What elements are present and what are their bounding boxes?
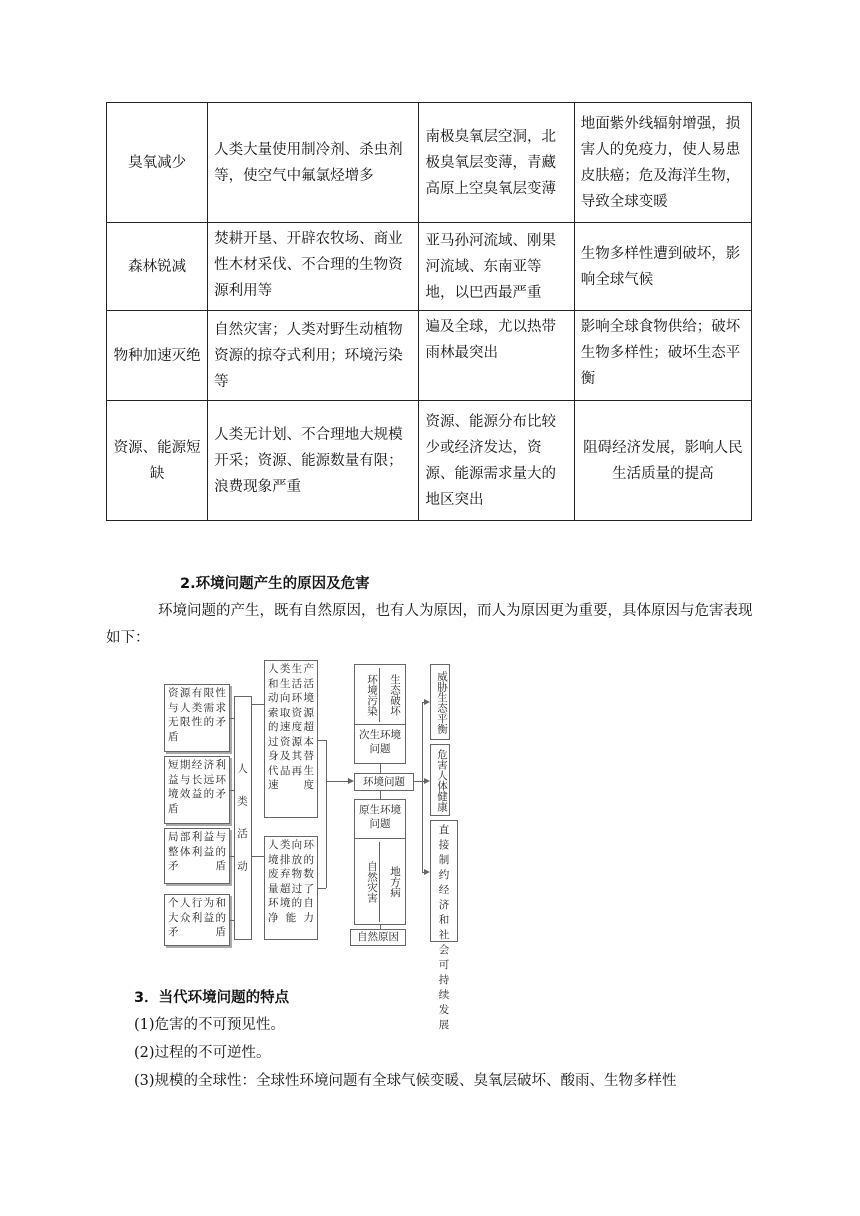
section-2-title: 2.环境问题产生的原因及危害 — [180, 576, 370, 592]
activity-emission-box: 人类向环境排放的废弃物数量超过了环境的自净能力 — [264, 836, 318, 940]
harm-sustainable-development-text: 直接制约经济和社会可持续发展 — [438, 824, 450, 1031]
contradiction-box: 个人行为和大众利益的矛盾 — [164, 894, 230, 946]
cause-cell: 人类无计划、不合理地大规模开采；资源、能源数量有限；浪费现象严重 — [208, 401, 419, 521]
activity-extraction-box: 人类生产和生活活动向环境索取资源的速度超过资源本身及其替代品再生速度 — [264, 660, 318, 818]
contradiction-box: 局部利益与整体利益的矛盾 — [164, 828, 230, 884]
harm-human-health-box: 危害人体健康 — [430, 744, 450, 816]
environment-problems-table — [106, 102, 752, 521]
problem-name-cell: 资源、能源短缺 — [107, 401, 208, 521]
table-row — [107, 223, 752, 311]
endemic-disease-box: 地方病 — [389, 866, 401, 898]
region-cell: 南极臭氧层空洞，北极臭氧层变薄，青藏高原上空臭氧层变薄 — [419, 103, 574, 223]
list-item: (1)危害的不可预见性。 — [134, 1017, 286, 1033]
env-pollution-box: 环境污染 — [358, 668, 380, 722]
harm-cell: 生物多样性遭到破坏，影响全球气候 — [574, 223, 751, 311]
harm-eco-balance-box: 威胁生态平衡 — [430, 664, 450, 740]
table-row — [107, 311, 752, 401]
harm-cell: 影响全球食物供给；破坏生物多样性；破坏生态平衡 — [574, 311, 751, 401]
list-item: (2)过程的不可逆性。 — [134, 1045, 271, 1061]
eco-damage-box: 生态破坏 — [389, 674, 401, 716]
harm-sustainable-development-box — [430, 820, 458, 1031]
problem-name-cell: 森林锐减 — [107, 223, 208, 311]
problem-name-cell: 臭氧减少 — [107, 103, 208, 223]
list-item: (3)规模的全球性：全球性环境问题有全球气候变暖、臭氧层破坏、酸雨、生物多样性 — [134, 1073, 677, 1089]
cause-cell: 焚耕开垦、开辟农牧场、商业性木材采伐、不合理的生物资源利用等 — [208, 223, 419, 311]
human-activity-box: 人类活动 — [234, 696, 252, 940]
natural-cause-box: 自然原因 — [350, 929, 406, 946]
region-cell: 资源、能源分布比较少或经济发达，资源、能源需求量大的地区突出 — [419, 401, 574, 521]
cause-cell: 自然灾害；人类对野生动植物资源的掠夺式利用；环境污染等 — [208, 311, 419, 401]
table-row — [107, 401, 752, 521]
harm-cell: 地面紫外线辐射增强，损害人的免疫力，使人易患皮肤癌；危及海洋生物，导致全球变暖 — [574, 103, 751, 223]
section-3-title: 3．当代环境问题的特点 — [134, 990, 290, 1006]
region-cell: 遍及全球，尤以热带雨林最突出 — [419, 311, 574, 401]
cause-cell: 人类大量使用制冷剂、杀虫剂等，使空气中氟氯烃增多 — [208, 103, 419, 223]
problem-name-cell: 物种加速灭绝 — [107, 311, 208, 401]
region-cell: 亚马孙河流域、刚果河流域、东南亚等地，以巴西最严重 — [419, 223, 574, 311]
table-row — [107, 103, 752, 223]
contradiction-box: 资源有限性与人类需求无限性的矛盾 — [164, 684, 230, 752]
natural-disaster-box: 自然灾害 — [358, 842, 380, 922]
contradiction-box: 短期经济利益与长远环境效益的矛盾 — [164, 756, 230, 824]
primary-env-problem: 原生环境问题 — [359, 804, 401, 830]
environment-problem-box: 环境问题 — [354, 773, 414, 791]
harm-cell: 阻碍经济发展，影响人民生活质量的提高 — [574, 401, 751, 521]
section-2-paragraph: 环境问题的产生，既有自然原因，也有人为原因，而人为原因更为重要，具体原因与危害表现如下： — [106, 603, 753, 646]
secondary-env-problem: 次生环境问题 — [359, 729, 401, 755]
